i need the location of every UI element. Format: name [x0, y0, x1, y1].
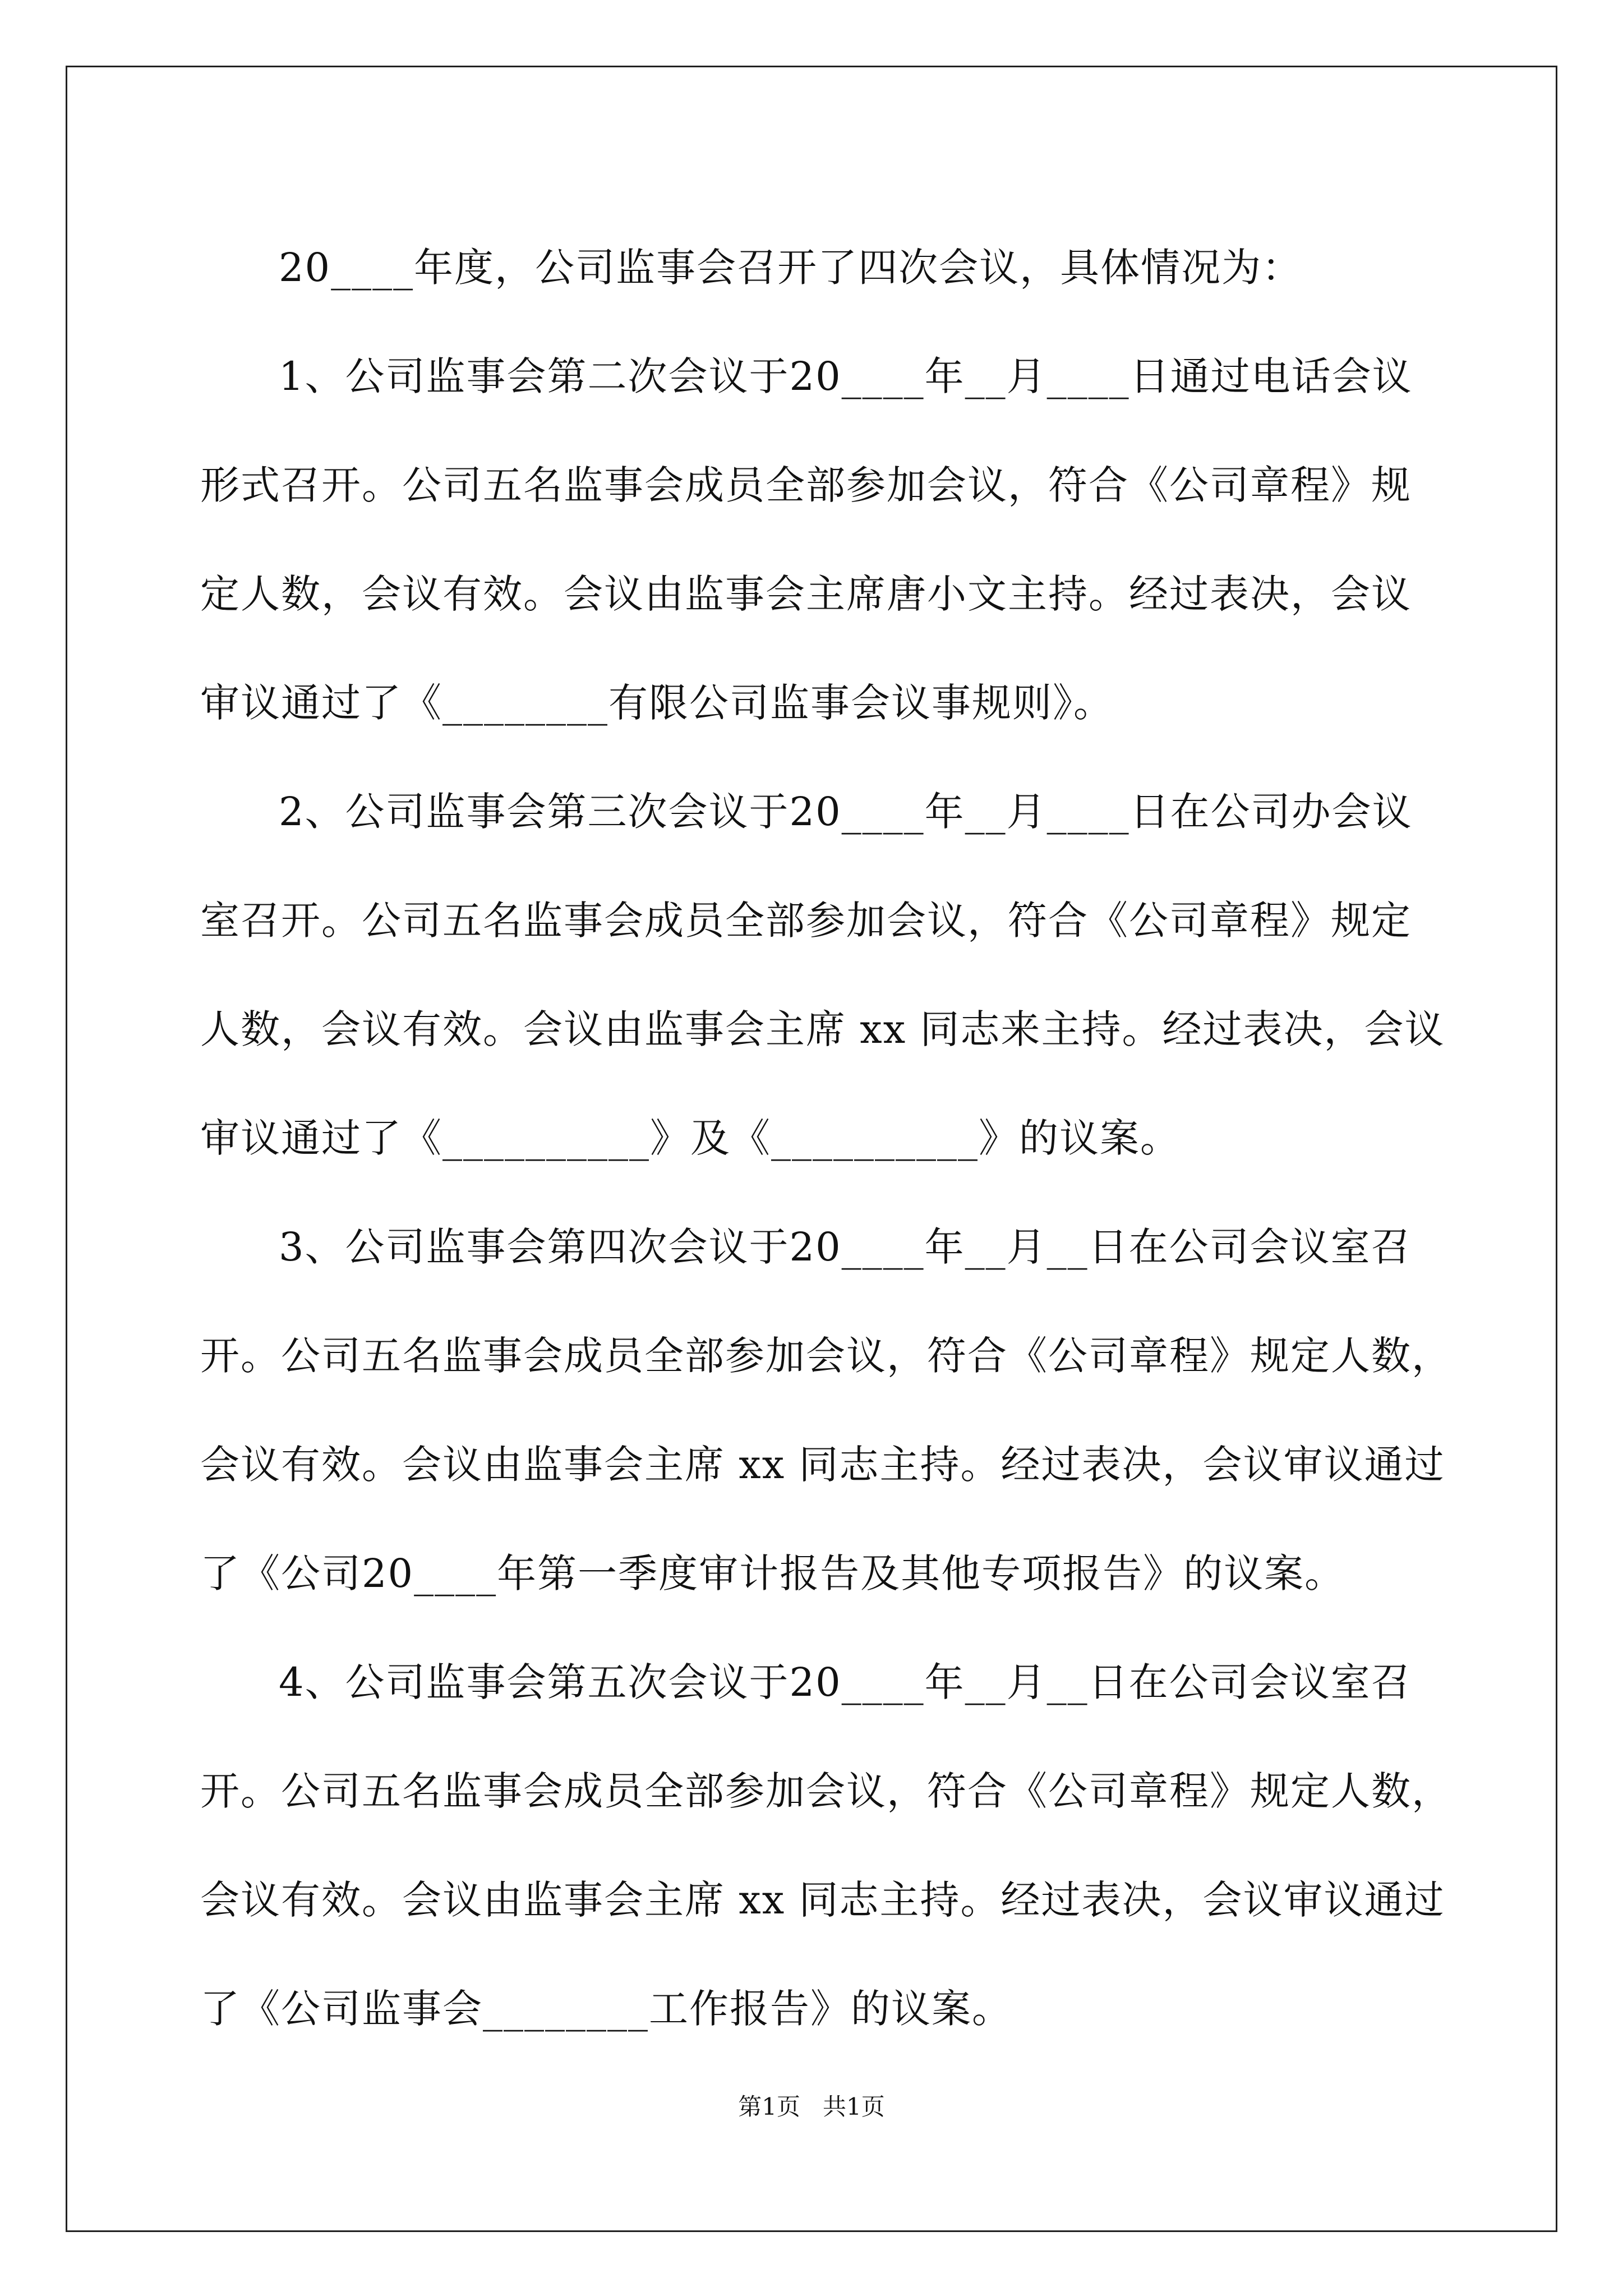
paragraph-line: 室召开。公司五名监事会成员全部参加会议，符合《公司章程》规定: [200, 898, 1412, 944]
page-number-footer: 第1页 共1页: [738, 2093, 885, 2120]
paragraph-line: 了《公司监事会________工作报告》的议案。: [200, 1986, 1012, 2032]
paragraph-line: 会议有效。会议由监事会主席 xx 同志主持。经过表决，会议审议通过: [200, 1442, 1445, 1488]
paragraph-meeting-3: [200, 1193, 1452, 1628]
document-body: [200, 213, 1452, 2063]
paragraph-line: 审议通过了《__________》及《__________》的议案。: [200, 1115, 1181, 1161]
paragraph-line: 4、公司监事会第五次会议于20____年__月__日在公司会议室召: [279, 1659, 1412, 1705]
paragraph-line: 人数，会议有效。会议由监事会主席 xx 同志来主持。经过表决，会议: [200, 1006, 1445, 1052]
paragraph-line: 开。公司五名监事会成员全部参加会议，符合《公司章程》规定人数，: [200, 1768, 1452, 1814]
paragraph-line: 1、公司监事会第二次会议于20____年__月____日通过电话会议: [279, 353, 1413, 399]
paragraph-line: 审议通过了《________有限公司监事会议事规则》。: [200, 680, 1114, 726]
paragraph-line: 3、公司监事会第四次会议于20____年__月__日在公司会议室召: [279, 1224, 1412, 1270]
paragraph-line: 定人数，会议有效。会议由监事会主席唐小文主持。经过表决，会议: [200, 571, 1412, 617]
paragraph-line: 形式召开。公司五名监事会成员全部参加会议，符合《公司章程》规: [200, 462, 1412, 508]
paragraph-line: 开。公司五名监事会成员全部参加会议，符合《公司章程》规定人数，: [200, 1333, 1452, 1379]
paragraph-meeting-4: [200, 1628, 1452, 2063]
paragraph-line: 20____年度，公司监事会召开了四次会议，具体情况为：: [279, 245, 1303, 291]
paragraph-intro: [200, 213, 1434, 322]
paragraph-line: 了《公司20____年第一季度审计报告及其他专项报告》的议案。: [200, 1550, 1345, 1596]
paragraph-meeting-2: [200, 757, 1445, 1193]
paragraph-line: 2、公司监事会第三次会议于20____年__月____日在公司办会议: [279, 789, 1413, 835]
paragraph-meeting-1: [200, 322, 1434, 757]
paragraph-line: 会议有效。会议由监事会主席 xx 同志主持。经过表决，会议审议通过: [200, 1877, 1445, 1923]
